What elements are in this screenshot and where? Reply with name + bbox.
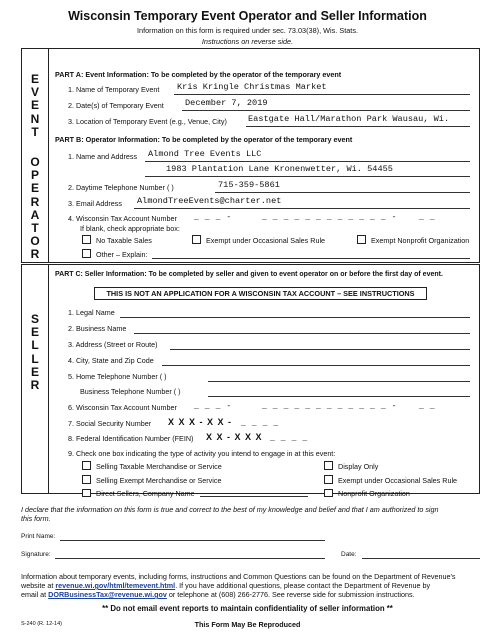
- fein-mask: X X - X X X: [206, 432, 263, 442]
- legal-name-label: 1. Legal Name: [68, 308, 115, 317]
- event-location-label: 3. Location of Temporary Event (e.g., Venue, City): [68, 117, 227, 126]
- signature-line[interactable]: [55, 558, 325, 559]
- form-title: Wisconsin Temporary Event Operator and Seller Information: [68, 9, 427, 23]
- operator-phone-line[interactable]: [215, 192, 470, 193]
- business-phone-label: Business Telephone Number ( ): [80, 387, 181, 396]
- operator-name-value[interactable]: Almond Tree Events LLC: [148, 149, 262, 159]
- ssn-label: 7. Social Security Number: [68, 419, 152, 428]
- signature-label: Signature:: [21, 551, 51, 558]
- display-only-checkbox[interactable]: [324, 461, 333, 470]
- other-checkbox[interactable]: [82, 249, 91, 258]
- event-operator-section: [21, 48, 480, 263]
- exempt-merchandise-label: Selling Exempt Merchandise or Service: [96, 476, 222, 485]
- event-location-value[interactable]: Eastgate Hall/Marathon Park Wausau, Wi.: [248, 114, 450, 124]
- other-explain-line[interactable]: [152, 258, 470, 259]
- operator-email-label: 3. Email Address: [68, 199, 122, 208]
- legal-name-line[interactable]: [120, 317, 470, 318]
- declaration-line1: I declare that the information on this form is true and correct to the best of my knowledge and belief and that I am authorized to sign: [21, 505, 439, 514]
- operator-name-label: 1. Name and Address: [68, 152, 138, 161]
- if-blank-instruction: If blank, check appropriate box:: [80, 224, 180, 233]
- reproduced-note: This Form May Be Reproduced: [194, 620, 301, 629]
- part-a-heading: PART A: Event Information: To be completed by the operator of the temporary event: [55, 70, 342, 79]
- side-label-event: E V E N T: [30, 72, 40, 139]
- operator-address-line[interactable]: [145, 176, 470, 177]
- event-location-line[interactable]: [246, 126, 470, 127]
- no-taxable-sales-label: No Taxable Sales: [96, 236, 152, 245]
- footer-info-line3: email at DORBusinessTax@revenue.wi.gov or telephone at (608) 266-2776. See reverse side for submission instructions.: [21, 590, 415, 599]
- taxable-merchandise-label: Selling Taxable Merchandise or Service: [96, 462, 222, 471]
- date-label: Date:: [341, 551, 357, 558]
- fein-label: 8. Federal Identification Number (FEIN): [68, 434, 194, 443]
- city-state-zip-line[interactable]: [162, 365, 470, 366]
- city-state-zip-label: 4. City, State and Zip Code: [68, 356, 154, 365]
- date-line[interactable]: [362, 558, 480, 559]
- home-phone-line[interactable]: [208, 381, 470, 382]
- operator-phone-label: 2. Daytime Telephone Number ( ): [68, 183, 174, 192]
- form-instructions-note: Instructions on reverse side.: [201, 37, 294, 46]
- exempt-occasional-checkbox[interactable]: [192, 235, 201, 244]
- operator-address-value[interactable]: 1983 Plantation Lane Kronenwetter, Wi. 54455: [166, 164, 393, 174]
- form-id: S-240 (R. 12-14): [21, 621, 62, 627]
- ssn-last-four[interactable]: _ _ _ _: [241, 419, 279, 428]
- operator-tax-account-part3[interactable]: _ _: [419, 213, 436, 222]
- form-subtitle: Information on this form is required under sec. 73.03(38), Wis. Stats.: [136, 26, 359, 35]
- home-phone-label: 5. Home Telephone Number ( ): [68, 372, 167, 381]
- display-only-label: Display Only: [338, 462, 379, 471]
- exempt-nonprofit-checkbox[interactable]: [357, 235, 366, 244]
- activity-instruction: 9. Check one box indicating the type of activity you intend to engage in at this event:: [68, 449, 336, 458]
- direct-sellers-checkbox[interactable]: [82, 489, 91, 497]
- operator-phone-value[interactable]: 715-359-5861: [218, 180, 280, 190]
- declaration-line2: this form.: [21, 514, 51, 523]
- no-taxable-sales-checkbox[interactable]: [82, 235, 91, 244]
- seller-exempt-occasional-label: Exempt under Occasional Sales Rule: [338, 476, 458, 485]
- nonprofit-checkbox[interactable]: [324, 489, 333, 497]
- event-date-value[interactable]: December 7, 2019: [185, 98, 268, 108]
- exempt-merchandise-checkbox[interactable]: [82, 475, 91, 484]
- event-date-line[interactable]: [182, 110, 470, 111]
- side-label-seller: S E L L E R: [30, 312, 40, 393]
- operator-tax-account-label: 4. Wisconsin Tax Account Number: [68, 214, 177, 223]
- dor-email-link[interactable]: DORBusinessTax@revenue.wi.gov: [48, 590, 167, 599]
- taxable-merchandise-checkbox[interactable]: [82, 461, 91, 470]
- exempt-occasional-label: Exempt under Occasional Sales Rule: [206, 236, 326, 245]
- seller-tax-account-label: 6. Wisconsin Tax Account Number: [68, 403, 177, 412]
- temevent-link[interactable]: revenue.wi.gov/html/temevent.html: [55, 581, 176, 590]
- direct-sellers-label: Direct Sellers, Company Name: [96, 489, 195, 498]
- not-an-application-notice: THIS IS NOT AN APPLICATION FOR A WISCONSIN TAX ACCOUNT – SEE INSTRUCTIONS: [94, 287, 427, 300]
- seller-exempt-occasional-checkbox[interactable]: [324, 475, 333, 484]
- operator-email-line[interactable]: [134, 208, 470, 209]
- footer-info-line1: Information about temporary events, including forms, instructions and Common Questions can be found on the Department of Revenue's: [21, 572, 456, 581]
- event-name-value[interactable]: Kris Kringle Christmas Market: [177, 82, 327, 92]
- side-label-operator: O P E R A T O R: [30, 155, 40, 262]
- nonprofit-label: Nonprofit Organization: [338, 489, 410, 498]
- event-name-line[interactable]: [174, 94, 470, 95]
- fein-last-four[interactable]: _ _ _ _: [270, 434, 308, 443]
- part-b-heading: PART B: Operator Information: To be completed by the operator of the temporary event: [55, 135, 353, 144]
- business-name-line[interactable]: [134, 333, 470, 334]
- operator-email-value[interactable]: AlmondTreeEvents@charter.net: [137, 196, 282, 206]
- seller-tax-account-part3[interactable]: _ _: [419, 402, 436, 411]
- operator-tax-account-part2[interactable]: _ _ _ _ _ _ _ _ _ _ _ _ -: [262, 213, 398, 222]
- event-name-label: 1. Name of Temporary Event: [68, 85, 160, 94]
- business-phone-line[interactable]: [208, 396, 470, 397]
- print-name-line[interactable]: [60, 540, 325, 541]
- section-divider: [48, 49, 49, 262]
- event-date-label: 2. Date(s) of Temporary Event: [68, 101, 164, 110]
- address-line[interactable]: [170, 349, 470, 350]
- ssn-mask: X X X - X X -: [168, 417, 233, 427]
- seller-tax-account-part1[interactable]: _ _ _ -: [194, 402, 232, 411]
- section-divider: [48, 265, 49, 493]
- email-warning: ** Do not email event reports to maintain confidentiality of seller information **: [102, 604, 393, 613]
- exempt-nonprofit-label: Exempt Nonprofit Organization: [371, 236, 470, 245]
- part-c-heading: PART C: Seller Information: To be completed by seller and given to event operator on or before the first day of event.: [55, 271, 443, 278]
- business-name-label: 2. Business Name: [68, 324, 127, 333]
- footer-info-line2: website at revenue.wi.gov/html/temevent.html. If you have additional questions, please contact the Department of Revenue by: [21, 581, 431, 590]
- other-label: Other – Explain:: [96, 250, 148, 259]
- address-label: 3. Address (Street or Route): [68, 340, 158, 349]
- operator-tax-account-part1[interactable]: _ _ _ -: [194, 213, 232, 222]
- print-name-label: Print Name:: [21, 533, 56, 540]
- operator-name-line[interactable]: [145, 161, 470, 162]
- company-name-line[interactable]: [200, 496, 308, 497]
- seller-tax-account-part2[interactable]: _ _ _ _ _ _ _ _ _ _ _ _ -: [262, 402, 398, 411]
